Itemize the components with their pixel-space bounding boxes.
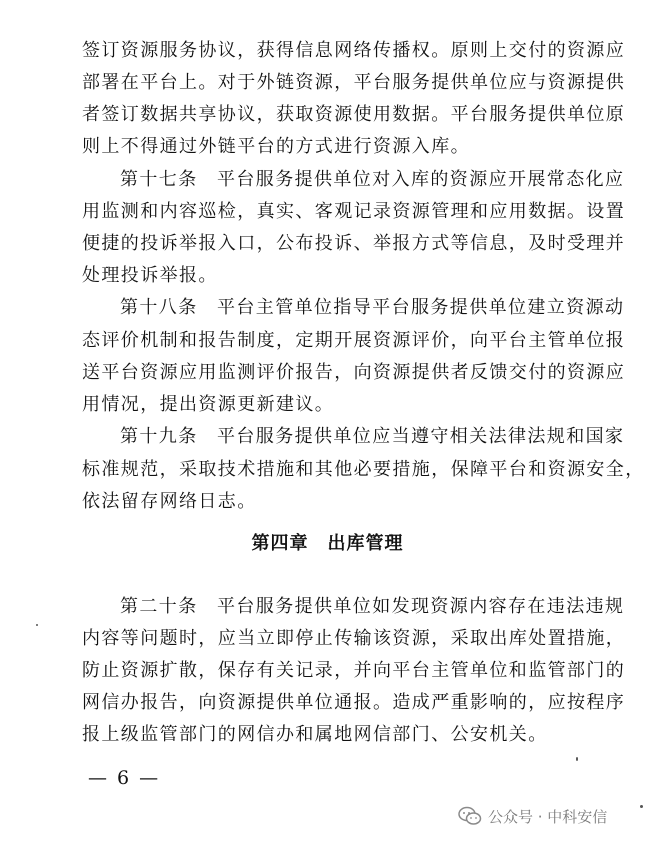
article-18-line: 第十八条 平台主管单位指导平台服务提供单位建立资源动 xyxy=(120,297,625,318)
paragraph-line: 签订资源服务协议，获得信息网络传播权。原则上交付的资源应 xyxy=(82,40,626,61)
scan-speck xyxy=(576,757,578,761)
paragraph-line: 态评价机制和报告制度，定期开展资源评价，向平台主管单位报 xyxy=(82,330,626,351)
paragraph-line: 网信办报告，向资源提供单位通报。造成严重影响的，应按程序 xyxy=(82,692,626,713)
paragraph-line: 则上不得通过外链平台的方式进行资源入库。 xyxy=(82,136,470,157)
page-number: — 6 — xyxy=(88,767,161,789)
paragraph-line: 用监测和内容巡检，真实、客观记录资源管理和应用数据。设置 xyxy=(82,201,626,222)
paragraph-line: 者签订数据共享协议，获取资源使用数据。平台服务提供单位原 xyxy=(82,104,626,125)
paragraph-line: 用情况，提出资源更新建议。 xyxy=(82,394,335,415)
scan-speck xyxy=(36,624,38,626)
article-17-line: 第十七条 平台服务提供单位对入库的资源应开展常态化应 xyxy=(120,169,625,190)
paragraph-line: 便捷的投诉举报入口，公布投诉、举报方式等信息，及时受理并 xyxy=(82,233,626,254)
paragraph-line: 送平台资源应用监测评价报告，向资源提供者反馈交付的资源应 xyxy=(82,362,626,383)
paragraph-line: 标准规范，采取技术措施和其他必要措施，保障平台和资源安全， xyxy=(82,459,645,480)
article-19-line: 第十九条 平台服务提供单位应当遵守相关法律法规和国家 xyxy=(120,426,625,447)
paragraph-line: 防止资源扩散，保存有关记录，并向平台主管单位和监管部门的 xyxy=(82,660,626,681)
wechat-icon xyxy=(458,806,482,826)
article-20-line: 第二十条 平台服务提供单位如发现资源内容存在违法违规 xyxy=(120,596,625,617)
paragraph-line: 部署在平台上。对于外链资源，平台服务提供单位应与资源提供 xyxy=(82,72,626,93)
scan-speck xyxy=(640,805,643,808)
chapter-heading: 第四章 出库管理 xyxy=(251,533,404,554)
paragraph-line: 内容等问题时，应当立即停止传输该资源，采取出库处置措施， xyxy=(82,628,626,649)
paragraph-line: 报上级监管部门的网信办和属地网信部门、公安机关。 xyxy=(82,724,548,745)
paragraph-line: 依法留存网络日志。 xyxy=(82,491,257,512)
paragraph-line: 处理投诉举报。 xyxy=(82,265,218,286)
watermark xyxy=(458,803,607,829)
watermark-text: 公众号 · 中科安信 xyxy=(488,807,608,826)
